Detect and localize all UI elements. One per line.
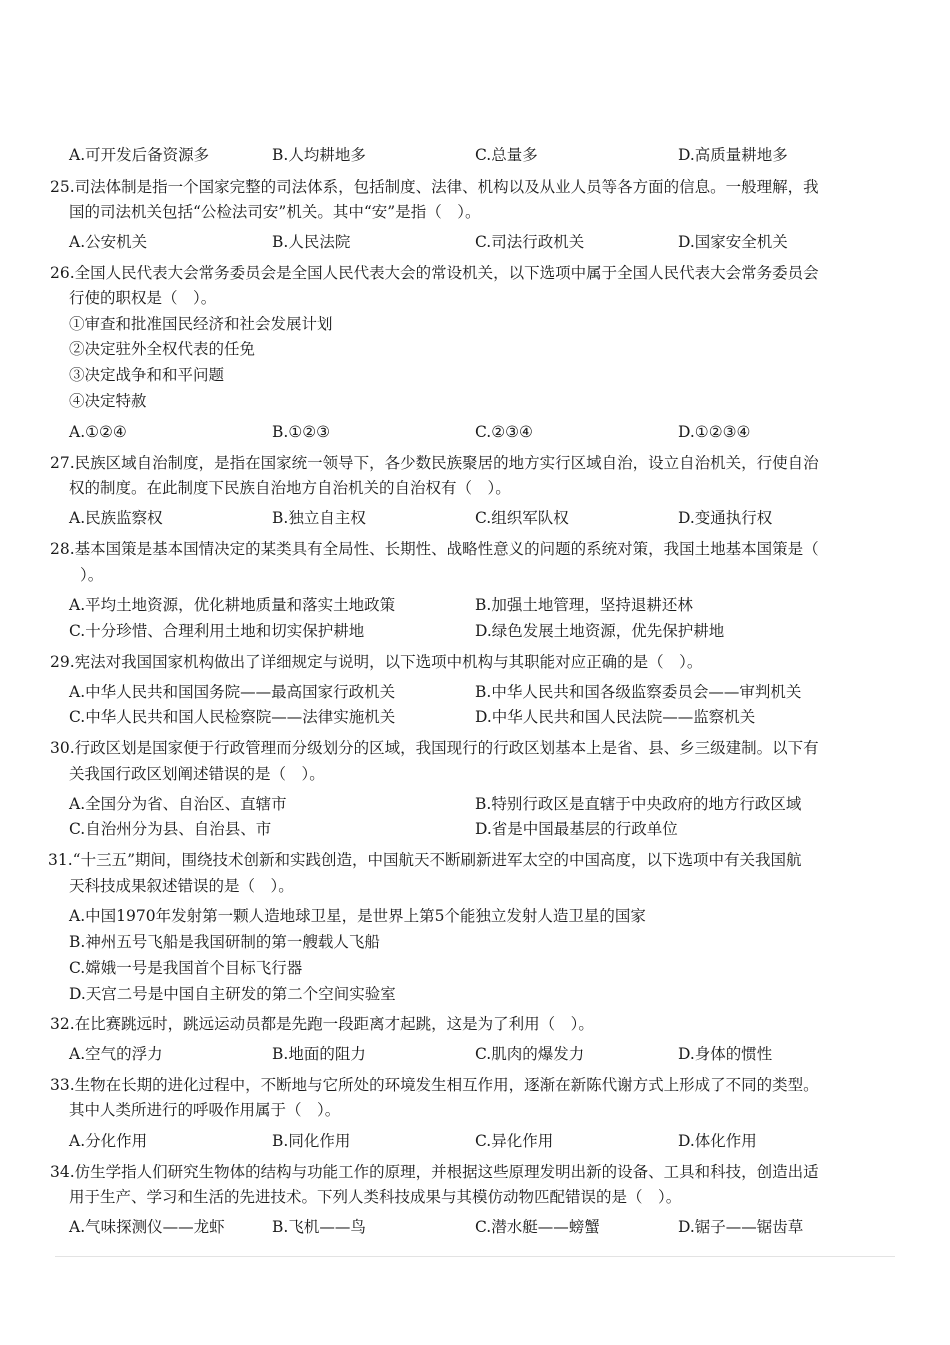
q31-option-b: B.神州五号飞船是我国研制的第一艘载人飞船 (69, 933, 380, 951)
q29-option-d: D.中华人民共和国人民法院——监察机关 (475, 708, 756, 726)
page-bottom-divider (55, 1256, 895, 1257)
q34-option-a: A.气味探测仪——龙虾 (69, 1218, 225, 1236)
q28-stem-line-2: ）。 (80, 566, 104, 584)
q24-option-a: A.可开发后备资源多 (69, 146, 210, 164)
q24-option-c: C.总量多 (475, 146, 538, 164)
q28-option-a: A.平均土地资源，优化耕地质量和落实土地政策 (69, 596, 396, 614)
q30-option-a: A.全国分为省、自治区、直辖市 (69, 795, 287, 813)
q32-option-d: D.身体的惯性 (678, 1045, 773, 1063)
q27-stem-line-1: 27.民族区域自治制度，是指在国家统一领导下，各少数民族聚居的地方实行区域自治，设立自治机关，行使自治 (50, 454, 819, 472)
q31-option-c: C.嫦娥一号是我国首个目标飞行器 (69, 959, 303, 977)
q29-option-c: C.中华人民共和国人民检察院——法律实施机关 (69, 708, 396, 726)
q26-stem-line-2: 行使的职权是（ ）。 (69, 289, 217, 307)
q33-stem-line-2: 其中人类所进行的呼吸作用属于（ ）。 (69, 1101, 341, 1119)
q31-stem-line-2: 天科技成果叙述错误的是（ ）。 (69, 877, 294, 895)
q33-option-b: B.同化作用 (272, 1132, 351, 1150)
q25-option-b: B.人民法院 (272, 233, 351, 251)
q24-option-d: D.高质量耕地多 (678, 146, 788, 164)
q25-stem-line-1: 25.司法体制是指一个国家完整的司法体系，包括制度、法律、机构以及从业人员等各方面的信息。一般理解，我 (50, 178, 819, 196)
q26-option-b: B.①②③ (272, 423, 331, 441)
q28-option-b: B.加强土地管理，坚持退耕还林 (475, 596, 693, 614)
q26-option-c: C.②③④ (475, 423, 533, 441)
q26-option-d: D.①②③④ (678, 423, 751, 441)
q30-stem-line-2: 关我国行政区划阐述错误的是（ ）。 (69, 765, 325, 783)
q33-option-d: D.体化作用 (678, 1132, 757, 1150)
q27-option-a: A.民族监察权 (69, 509, 163, 527)
q31-option-d: D.天宫二号是中国自主研发的第二个空间实验室 (69, 985, 396, 1003)
q33-stem-line-1: 33.生物在长期的进化过程中，不断地与它所处的环境发生相互作用，逐渐在新陈代谢方式上形成了不同的类型。 (50, 1076, 819, 1094)
q32-option-c: C.肌肉的爆发力 (475, 1045, 585, 1063)
q34-option-c: C.潜水艇——螃蟹 (475, 1218, 600, 1236)
q26-item-2: ②决定驻外全权代表的任免 (69, 340, 256, 358)
q24-option-b: B.人均耕地多 (272, 146, 366, 164)
q34-stem-line-1: 34.仿生学指人们研究生物体的结构与功能工作的原理，并根据这些原理发明出新的设备、工具和科技，创造出适 (50, 1163, 819, 1181)
q29-option-a: A.中华人民共和国国务院——最高国家行政机关 (69, 683, 396, 701)
q32-option-a: A.空气的浮力 (69, 1045, 163, 1063)
q34-option-d: D.锯子——锯齿草 (678, 1218, 804, 1236)
q28-stem-line-1: 28.基本国策是基本国情决定的某类具有全局性、长期性、战略性意义的问题的系统对策，我国土地基本国策是（ (50, 540, 819, 558)
q32-option-b: B.地面的阻力 (272, 1045, 366, 1063)
q26-item-1: ①审查和批准国民经济和社会发展计划 (69, 315, 333, 333)
q26-stem-line-1: 26.全国人民代表大会常务委员会是全国人民代表大会的常设机关，以下选项中属于全国人民代表大会常务委员会 (50, 264, 819, 282)
q27-option-d: D.变通执行权 (678, 509, 773, 527)
q28-option-c: C.十分珍惜、合理利用土地和切实保护耕地 (69, 622, 365, 640)
q25-option-c: C.司法行政机关 (475, 233, 585, 251)
q26-option-a: A.①②④ (69, 423, 127, 441)
q33-option-c: C.异化作用 (475, 1132, 554, 1150)
q30-option-d: D.省是中国最基层的行政单位 (475, 820, 678, 838)
q30-option-c: C.自治州分为县、自治县、市 (69, 820, 272, 838)
q27-stem-line-2: 权的制度。在此制度下民族自治地方自治机关的自治权有（ ）。 (69, 479, 511, 497)
q34-stem-line-2: 用于生产、学习和生活的先进技术。下列人类科技成果与其模仿动物匹配错误的是（ ）。 (69, 1188, 682, 1206)
q30-stem-line-1: 30.行政区划是国家便于行政管理而分级划分的区域，我国现行的行政区划基本上是省、县、乡三级建制。以下有 (50, 739, 819, 757)
q34-option-b: B.飞机——鸟 (272, 1218, 366, 1236)
q29-option-b: B.中华人民共和国各级监察委员会——审判机关 (475, 683, 802, 701)
q31-stem-line-1: 31.“十三五”期间，围绕技术创新和实践创造，中国航天不断刷新进军太空的中国高度，以下选项中有关我国航 (48, 851, 802, 869)
q33-option-a: A.分化作用 (69, 1132, 148, 1150)
q29-stem-line-1: 29.宪法对我国国家机构做出了详细规定与说明，以下选项中机构与其职能对应正确的是（ ）。 (50, 653, 703, 671)
q32-stem-line-1: 32.在比赛跳远时，跳远运动员都是先跑一段距离才起跳，这是为了利用（ ）。 (50, 1015, 594, 1033)
q25-option-d: D.国家安全机关 (678, 233, 788, 251)
q28-option-d: D.绿色发展土地资源，优先保护耕地 (475, 622, 725, 640)
q26-item-3: ③决定战争和和平问题 (69, 366, 225, 384)
q25-stem-line-2: 国的司法机关包括“公检法司安”机关。其中“安”是指（ ）。 (69, 203, 481, 221)
q27-option-b: B.独立自主权 (272, 509, 366, 527)
q27-option-c: C.组织军队权 (475, 509, 569, 527)
q31-option-a: A.中国1970年发射第一颗人造地球卫星，是世界上第5个能独立发射人造卫星的国家 (69, 907, 646, 925)
q25-option-a: A.公安机关 (69, 233, 148, 251)
q26-item-4: ④决定特赦 (69, 392, 147, 410)
q30-option-b: B.特别行政区是直辖于中央政府的地方行政区域 (475, 795, 802, 813)
